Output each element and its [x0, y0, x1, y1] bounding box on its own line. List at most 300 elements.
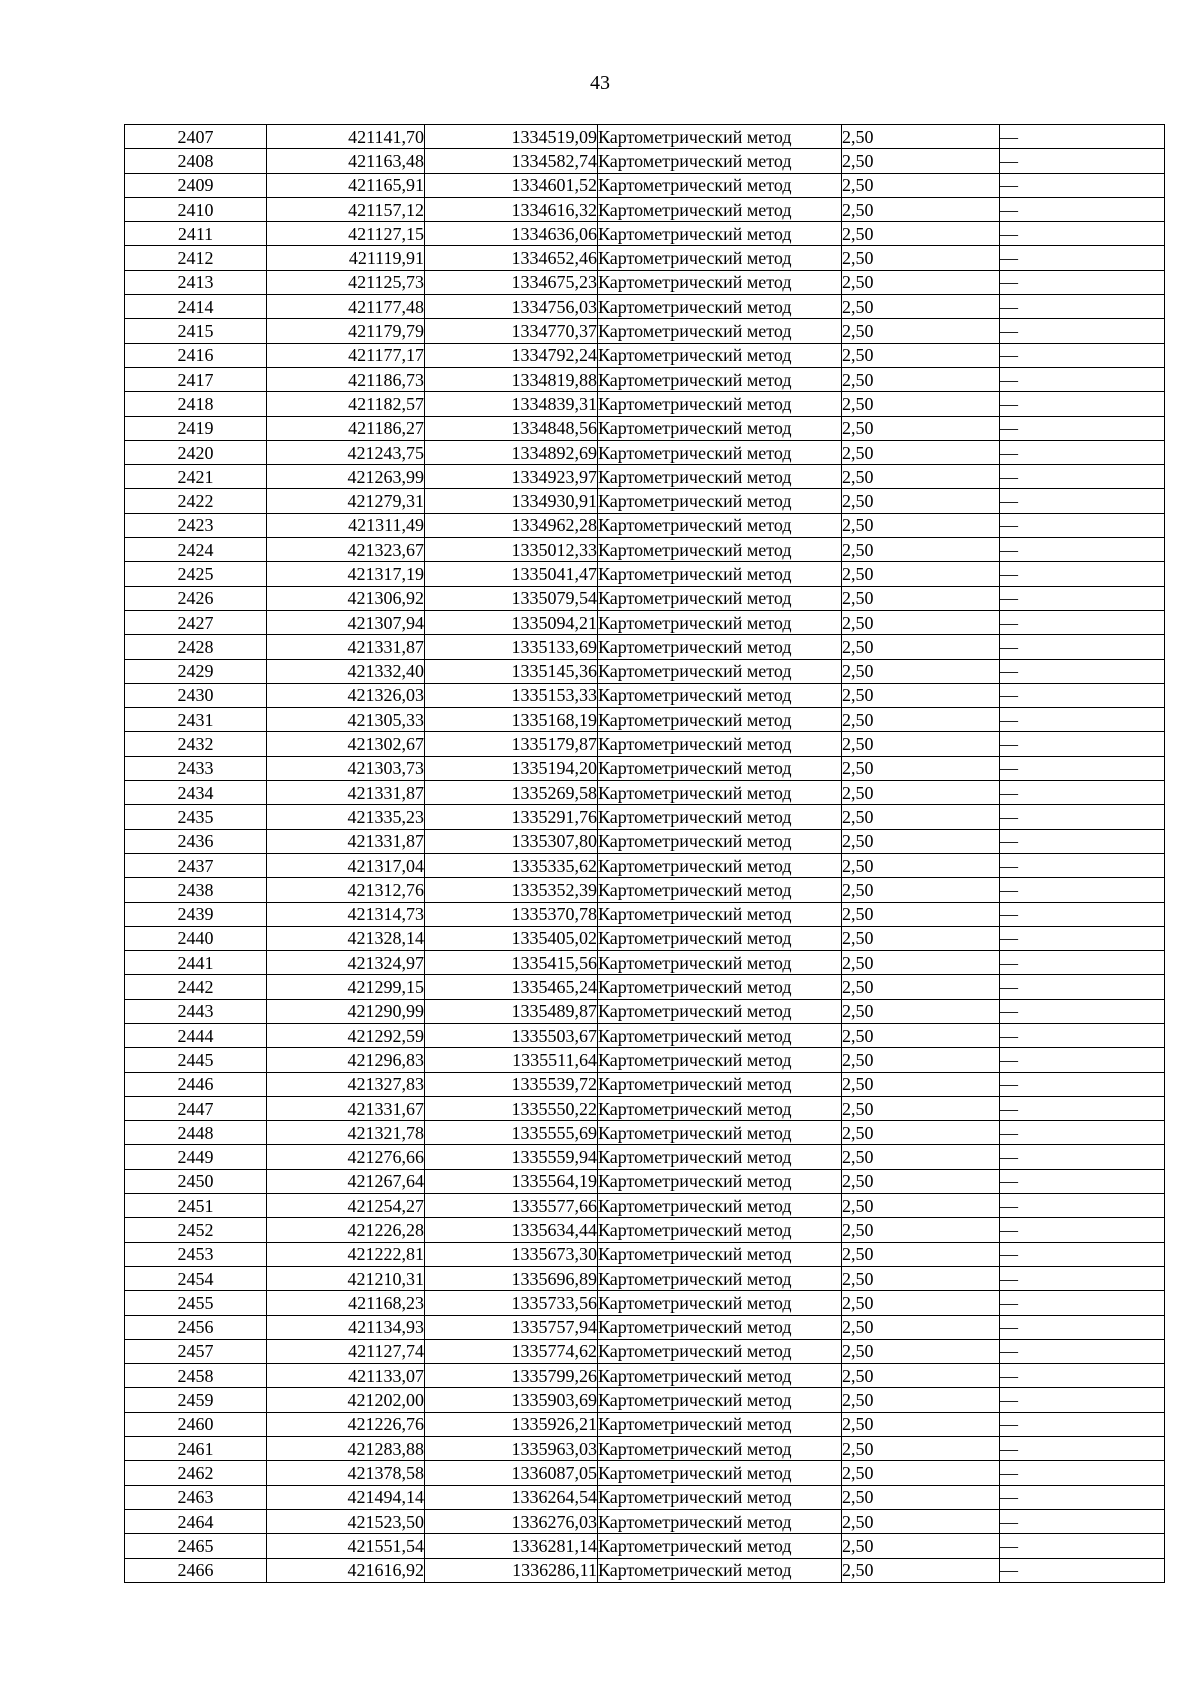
method-cell: Картометрический метод	[598, 319, 842, 343]
description-cell: —	[1000, 295, 1165, 319]
method-cell: Картометрический метод	[598, 1023, 842, 1047]
table-row	[125, 392, 1165, 416]
method-cell: Картометрический метод	[598, 1364, 842, 1388]
point-number-cell: 2445	[125, 1048, 267, 1072]
x-coordinate-cell: 421616,92	[267, 1558, 425, 1582]
description-cell: —	[1000, 683, 1165, 707]
table-row	[125, 440, 1165, 464]
method-cell: Картометрический метод	[598, 902, 842, 926]
description-cell: —	[1000, 756, 1165, 780]
accuracy-cell: 2,50	[842, 1291, 1000, 1315]
point-number-cell: 2414	[125, 295, 267, 319]
y-coordinate-cell: 1335799,26	[425, 1364, 598, 1388]
x-coordinate-cell: 421317,04	[267, 853, 425, 877]
accuracy-cell: 2,50	[842, 805, 1000, 829]
method-cell: Картометрический метод	[598, 173, 842, 197]
description-cell: —	[1000, 440, 1165, 464]
description-cell: —	[1000, 1218, 1165, 1242]
method-cell: Картометрический метод	[598, 343, 842, 367]
method-cell: Картометрический метод	[598, 562, 842, 586]
table-row	[125, 586, 1165, 610]
table-row	[125, 173, 1165, 197]
method-cell: Картометрический метод	[598, 246, 842, 270]
point-number-cell: 2411	[125, 222, 267, 246]
y-coordinate-cell: 1335012,33	[425, 538, 598, 562]
point-number-cell: 2443	[125, 999, 267, 1023]
method-cell: Картометрический метод	[598, 1048, 842, 1072]
method-cell: Картометрический метод	[598, 440, 842, 464]
point-number-cell: 2465	[125, 1534, 267, 1558]
description-cell: —	[1000, 805, 1165, 829]
accuracy-cell: 2,50	[842, 902, 1000, 926]
accuracy-cell: 2,50	[842, 1509, 1000, 1533]
description-cell: —	[1000, 635, 1165, 659]
y-coordinate-cell: 1334770,37	[425, 319, 598, 343]
x-coordinate-cell: 421179,79	[267, 319, 425, 343]
point-number-cell: 2429	[125, 659, 267, 683]
table-row	[125, 270, 1165, 294]
description-cell: —	[1000, 222, 1165, 246]
accuracy-cell: 2,50	[842, 1194, 1000, 1218]
x-coordinate-cell: 421134,93	[267, 1315, 425, 1339]
accuracy-cell: 2,50	[842, 635, 1000, 659]
y-coordinate-cell: 1335094,21	[425, 610, 598, 634]
x-coordinate-cell: 421263,99	[267, 465, 425, 489]
point-number-cell: 2463	[125, 1485, 267, 1509]
x-coordinate-cell: 421324,97	[267, 951, 425, 975]
description-cell: —	[1000, 586, 1165, 610]
y-coordinate-cell: 1334848,56	[425, 416, 598, 440]
x-coordinate-cell: 421267,64	[267, 1169, 425, 1193]
table-row	[125, 635, 1165, 659]
description-cell: —	[1000, 416, 1165, 440]
accuracy-cell: 2,50	[842, 440, 1000, 464]
y-coordinate-cell: 1336087,05	[425, 1461, 598, 1485]
accuracy-cell: 2,50	[842, 1388, 1000, 1412]
description-cell: —	[1000, 367, 1165, 391]
accuracy-cell: 2,50	[842, 1048, 1000, 1072]
description-cell: —	[1000, 1121, 1165, 1145]
accuracy-cell: 2,50	[842, 1437, 1000, 1461]
x-coordinate-cell: 421177,48	[267, 295, 425, 319]
y-coordinate-cell: 1335179,87	[425, 732, 598, 756]
x-coordinate-cell: 421331,87	[267, 781, 425, 805]
description-cell: —	[1000, 610, 1165, 634]
description-cell: —	[1000, 781, 1165, 805]
y-coordinate-cell: 1336281,14	[425, 1534, 598, 1558]
point-number-cell: 2454	[125, 1266, 267, 1290]
point-number-cell: 2464	[125, 1509, 267, 1533]
point-number-cell: 2432	[125, 732, 267, 756]
accuracy-cell: 2,50	[842, 1364, 1000, 1388]
description-cell: —	[1000, 1437, 1165, 1461]
accuracy-cell: 2,50	[842, 1461, 1000, 1485]
method-cell: Картометрический метод	[598, 1388, 842, 1412]
description-cell: —	[1000, 926, 1165, 950]
accuracy-cell: 2,50	[842, 708, 1000, 732]
point-number-cell: 2439	[125, 902, 267, 926]
y-coordinate-cell: 1335903,69	[425, 1388, 598, 1412]
x-coordinate-cell: 421331,87	[267, 635, 425, 659]
method-cell: Картометрический метод	[598, 756, 842, 780]
method-cell: Картометрический метод	[598, 1194, 842, 1218]
x-coordinate-cell: 421165,91	[267, 173, 425, 197]
point-number-cell: 2415	[125, 319, 267, 343]
x-coordinate-cell: 421254,27	[267, 1194, 425, 1218]
accuracy-cell: 2,50	[842, 416, 1000, 440]
x-coordinate-cell: 421494,14	[267, 1485, 425, 1509]
x-coordinate-cell: 421182,57	[267, 392, 425, 416]
point-number-cell: 2412	[125, 246, 267, 270]
table-row	[125, 149, 1165, 173]
y-coordinate-cell: 1335673,30	[425, 1242, 598, 1266]
y-coordinate-cell: 1335634,44	[425, 1218, 598, 1242]
table-row	[125, 367, 1165, 391]
point-number-cell: 2458	[125, 1364, 267, 1388]
x-coordinate-cell: 421290,99	[267, 999, 425, 1023]
method-cell: Картометрический метод	[598, 829, 842, 853]
accuracy-cell: 2,50	[842, 732, 1000, 756]
method-cell: Картометрический метод	[598, 732, 842, 756]
description-cell: —	[1000, 562, 1165, 586]
description-cell: —	[1000, 1194, 1165, 1218]
point-number-cell: 2461	[125, 1437, 267, 1461]
table-row	[125, 343, 1165, 367]
x-coordinate-cell: 421127,74	[267, 1339, 425, 1363]
table-row	[125, 1048, 1165, 1072]
accuracy-cell: 2,50	[842, 975, 1000, 999]
table-row	[125, 1121, 1165, 1145]
x-coordinate-cell: 421332,40	[267, 659, 425, 683]
x-coordinate-cell: 421378,58	[267, 1461, 425, 1485]
x-coordinate-cell: 421551,54	[267, 1534, 425, 1558]
point-number-cell: 2428	[125, 635, 267, 659]
table-row	[125, 222, 1165, 246]
method-cell: Картометрический метод	[598, 1558, 842, 1582]
point-number-cell: 2413	[125, 270, 267, 294]
accuracy-cell: 2,50	[842, 1218, 1000, 1242]
accuracy-cell: 2,50	[842, 270, 1000, 294]
table-row	[125, 732, 1165, 756]
description-cell: —	[1000, 1096, 1165, 1120]
y-coordinate-cell: 1335503,67	[425, 1023, 598, 1047]
description-cell: —	[1000, 1388, 1165, 1412]
table-row	[125, 125, 1165, 149]
table-row	[125, 246, 1165, 270]
method-cell: Картометрический метод	[598, 1266, 842, 1290]
table-row	[125, 1339, 1165, 1363]
method-cell: Картометрический метод	[598, 659, 842, 683]
description-cell: —	[1000, 197, 1165, 221]
table-row	[125, 1461, 1165, 1485]
y-coordinate-cell: 1335696,89	[425, 1266, 598, 1290]
y-coordinate-cell: 1334616,32	[425, 197, 598, 221]
point-number-cell: 2420	[125, 440, 267, 464]
point-number-cell: 2444	[125, 1023, 267, 1047]
point-number-cell: 2438	[125, 878, 267, 902]
description-cell: —	[1000, 829, 1165, 853]
point-number-cell: 2433	[125, 756, 267, 780]
y-coordinate-cell: 1335168,19	[425, 708, 598, 732]
x-coordinate-cell: 421243,75	[267, 440, 425, 464]
description-cell: —	[1000, 1364, 1165, 1388]
coordinates-table	[124, 124, 1165, 1583]
method-cell: Картометрический метод	[598, 1242, 842, 1266]
method-cell: Картометрический метод	[598, 270, 842, 294]
x-coordinate-cell: 421305,33	[267, 708, 425, 732]
y-coordinate-cell: 1335370,78	[425, 902, 598, 926]
x-coordinate-cell: 421222,81	[267, 1242, 425, 1266]
point-number-cell: 2409	[125, 173, 267, 197]
y-coordinate-cell: 1335145,36	[425, 659, 598, 683]
method-cell: Картометрический метод	[598, 416, 842, 440]
description-cell: —	[1000, 975, 1165, 999]
method-cell: Картометрический метод	[598, 125, 842, 149]
x-coordinate-cell: 421296,83	[267, 1048, 425, 1072]
table-row	[125, 1194, 1165, 1218]
point-number-cell: 2424	[125, 538, 267, 562]
description-cell: —	[1000, 1145, 1165, 1169]
method-cell: Картометрический метод	[598, 781, 842, 805]
accuracy-cell: 2,50	[842, 489, 1000, 513]
point-number-cell: 2466	[125, 1558, 267, 1582]
table-row	[125, 465, 1165, 489]
method-cell: Картометрический метод	[598, 853, 842, 877]
point-number-cell: 2453	[125, 1242, 267, 1266]
method-cell: Картометрический метод	[598, 538, 842, 562]
table-row	[125, 295, 1165, 319]
y-coordinate-cell: 1334819,88	[425, 367, 598, 391]
point-number-cell: 2418	[125, 392, 267, 416]
method-cell: Картометрический метод	[598, 708, 842, 732]
accuracy-cell: 2,50	[842, 683, 1000, 707]
method-cell: Картометрический метод	[598, 367, 842, 391]
method-cell: Картометрический метод	[598, 1218, 842, 1242]
table-row	[125, 489, 1165, 513]
y-coordinate-cell: 1335079,54	[425, 586, 598, 610]
accuracy-cell: 2,50	[842, 367, 1000, 391]
x-coordinate-cell: 421523,50	[267, 1509, 425, 1533]
accuracy-cell: 2,50	[842, 878, 1000, 902]
table-row	[125, 513, 1165, 537]
method-cell: Картометрический метод	[598, 1509, 842, 1533]
y-coordinate-cell: 1335194,20	[425, 756, 598, 780]
method-cell: Картометрический метод	[598, 951, 842, 975]
method-cell: Картометрический метод	[598, 999, 842, 1023]
method-cell: Картометрический метод	[598, 610, 842, 634]
x-coordinate-cell: 421303,73	[267, 756, 425, 780]
method-cell: Картометрический метод	[598, 878, 842, 902]
table-row	[125, 1485, 1165, 1509]
method-cell: Картометрический метод	[598, 1145, 842, 1169]
table-row	[125, 1534, 1165, 1558]
method-cell: Картометрический метод	[598, 513, 842, 537]
table-row	[125, 538, 1165, 562]
page-number: 43	[590, 72, 610, 94]
description-cell: —	[1000, 246, 1165, 270]
accuracy-cell: 2,50	[842, 246, 1000, 270]
y-coordinate-cell: 1335041,47	[425, 562, 598, 586]
description-cell: —	[1000, 1412, 1165, 1436]
point-number-cell: 2450	[125, 1169, 267, 1193]
point-number-cell: 2457	[125, 1339, 267, 1363]
method-cell: Картометрический метод	[598, 1461, 842, 1485]
table-row	[125, 878, 1165, 902]
y-coordinate-cell: 1335335,62	[425, 853, 598, 877]
point-number-cell: 2408	[125, 149, 267, 173]
table-row	[125, 951, 1165, 975]
x-coordinate-cell: 421226,76	[267, 1412, 425, 1436]
y-coordinate-cell: 1334923,97	[425, 465, 598, 489]
point-number-cell: 2440	[125, 926, 267, 950]
x-coordinate-cell: 421279,31	[267, 489, 425, 513]
method-cell: Картометрический метод	[598, 805, 842, 829]
y-coordinate-cell: 1335465,24	[425, 975, 598, 999]
x-coordinate-cell: 421321,78	[267, 1121, 425, 1145]
table-row	[125, 1315, 1165, 1339]
x-coordinate-cell: 421327,83	[267, 1072, 425, 1096]
x-coordinate-cell: 421168,23	[267, 1291, 425, 1315]
y-coordinate-cell: 1334636,06	[425, 222, 598, 246]
x-coordinate-cell: 421141,70	[267, 125, 425, 149]
y-coordinate-cell: 1334839,31	[425, 392, 598, 416]
x-coordinate-cell: 421331,67	[267, 1096, 425, 1120]
point-number-cell: 2448	[125, 1121, 267, 1145]
table-row	[125, 1266, 1165, 1290]
table-row	[125, 1412, 1165, 1436]
point-number-cell: 2435	[125, 805, 267, 829]
accuracy-cell: 2,50	[842, 125, 1000, 149]
y-coordinate-cell: 1335555,69	[425, 1121, 598, 1145]
description-cell: —	[1000, 1509, 1165, 1533]
method-cell: Картометрический метод	[598, 683, 842, 707]
description-cell: —	[1000, 1023, 1165, 1047]
table-row	[125, 610, 1165, 634]
table-row	[125, 1145, 1165, 1169]
table-row	[125, 1291, 1165, 1315]
table-row	[125, 829, 1165, 853]
description-cell: —	[1000, 659, 1165, 683]
description-cell: —	[1000, 513, 1165, 537]
y-coordinate-cell: 1335539,72	[425, 1072, 598, 1096]
accuracy-cell: 2,50	[842, 1023, 1000, 1047]
description-cell: —	[1000, 465, 1165, 489]
accuracy-cell: 2,50	[842, 173, 1000, 197]
accuracy-cell: 2,50	[842, 1242, 1000, 1266]
accuracy-cell: 2,50	[842, 1485, 1000, 1509]
description-cell: —	[1000, 1558, 1165, 1582]
y-coordinate-cell: 1335153,33	[425, 683, 598, 707]
y-coordinate-cell: 1335757,94	[425, 1315, 598, 1339]
x-coordinate-cell: 421299,15	[267, 975, 425, 999]
table-row	[125, 1169, 1165, 1193]
table-row	[125, 1096, 1165, 1120]
description-cell: —	[1000, 878, 1165, 902]
y-coordinate-cell: 1335269,58	[425, 781, 598, 805]
method-cell: Картометрический метод	[598, 1291, 842, 1315]
description-cell: —	[1000, 1169, 1165, 1193]
x-coordinate-cell: 421202,00	[267, 1388, 425, 1412]
y-coordinate-cell: 1334582,74	[425, 149, 598, 173]
point-number-cell: 2423	[125, 513, 267, 537]
point-number-cell: 2410	[125, 197, 267, 221]
accuracy-cell: 2,50	[842, 659, 1000, 683]
x-coordinate-cell: 421226,28	[267, 1218, 425, 1242]
x-coordinate-cell: 421311,49	[267, 513, 425, 537]
description-cell: —	[1000, 125, 1165, 149]
accuracy-cell: 2,50	[842, 465, 1000, 489]
method-cell: Картометрический метод	[598, 222, 842, 246]
point-number-cell: 2419	[125, 416, 267, 440]
y-coordinate-cell: 1336276,03	[425, 1509, 598, 1533]
x-coordinate-cell: 421127,15	[267, 222, 425, 246]
y-coordinate-cell: 1335926,21	[425, 1412, 598, 1436]
point-number-cell: 2446	[125, 1072, 267, 1096]
x-coordinate-cell: 421177,17	[267, 343, 425, 367]
y-coordinate-cell: 1334675,23	[425, 270, 598, 294]
method-cell: Картометрический метод	[598, 149, 842, 173]
accuracy-cell: 2,50	[842, 829, 1000, 853]
accuracy-cell: 2,50	[842, 1534, 1000, 1558]
table-row	[125, 805, 1165, 829]
point-number-cell: 2456	[125, 1315, 267, 1339]
y-coordinate-cell: 1334792,24	[425, 343, 598, 367]
description-cell: —	[1000, 270, 1165, 294]
point-number-cell: 2407	[125, 125, 267, 149]
coordinates-table-body	[125, 125, 1165, 1583]
point-number-cell: 2460	[125, 1412, 267, 1436]
x-coordinate-cell: 421326,03	[267, 683, 425, 707]
accuracy-cell: 2,50	[842, 1169, 1000, 1193]
x-coordinate-cell: 421328,14	[267, 926, 425, 950]
description-cell: —	[1000, 1461, 1165, 1485]
table-row	[125, 416, 1165, 440]
description-cell: —	[1000, 1339, 1165, 1363]
point-number-cell: 2427	[125, 610, 267, 634]
table-row	[125, 683, 1165, 707]
method-cell: Картометрический метод	[598, 1339, 842, 1363]
accuracy-cell: 2,50	[842, 222, 1000, 246]
point-number-cell: 2431	[125, 708, 267, 732]
table-row	[125, 902, 1165, 926]
accuracy-cell: 2,50	[842, 926, 1000, 950]
x-coordinate-cell: 421335,23	[267, 805, 425, 829]
table-row	[125, 319, 1165, 343]
y-coordinate-cell: 1335733,56	[425, 1291, 598, 1315]
table-row	[125, 659, 1165, 683]
accuracy-cell: 2,50	[842, 853, 1000, 877]
table-row	[125, 197, 1165, 221]
method-cell: Картометрический метод	[598, 1169, 842, 1193]
y-coordinate-cell: 1334652,46	[425, 246, 598, 270]
point-number-cell: 2459	[125, 1388, 267, 1412]
method-cell: Картометрический метод	[598, 1485, 842, 1509]
table-row	[125, 853, 1165, 877]
x-coordinate-cell: 421125,73	[267, 270, 425, 294]
y-coordinate-cell: 1335291,76	[425, 805, 598, 829]
x-coordinate-cell: 421276,66	[267, 1145, 425, 1169]
x-coordinate-cell: 421312,76	[267, 878, 425, 902]
y-coordinate-cell: 1334519,09	[425, 125, 598, 149]
accuracy-cell: 2,50	[842, 951, 1000, 975]
y-coordinate-cell: 1334601,52	[425, 173, 598, 197]
x-coordinate-cell: 421307,94	[267, 610, 425, 634]
y-coordinate-cell: 1335564,19	[425, 1169, 598, 1193]
y-coordinate-cell: 1335511,64	[425, 1048, 598, 1072]
accuracy-cell: 2,50	[842, 343, 1000, 367]
y-coordinate-cell: 1335307,80	[425, 829, 598, 853]
x-coordinate-cell: 421292,59	[267, 1023, 425, 1047]
